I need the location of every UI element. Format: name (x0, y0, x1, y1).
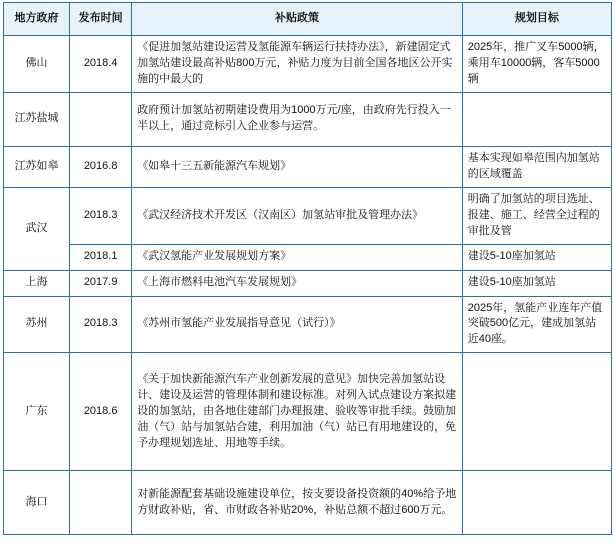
cell-release-date: 2018.3 (70, 187, 132, 244)
cell-planning-goal: 2025年，氢能产业连年产值突破500亿元，建成加氢站近40座。 (462, 296, 611, 353)
table-row (4, 92, 612, 146)
cell-planning-goal: 建设5-10座加氢站 (462, 244, 611, 270)
cell-planning-goal: 2025年，推广叉车5000辆，乘用车10000辆，客车5000辆 (462, 36, 611, 93)
cell-planning-goal: 建设5-10座加氢站 (462, 270, 611, 296)
cell-government: 武汉 (4, 187, 70, 270)
cell-release-date: 2018.1 (70, 244, 132, 270)
cell-government: 佛山 (4, 36, 70, 93)
cell-release-date: 2018.4 (70, 36, 132, 93)
column-header-government: 地方政府 (4, 3, 70, 36)
cell-planning-goal: 基本实现如皋范围内加氢站的区域覆盖 (462, 146, 611, 187)
cell-planning-goal (462, 353, 611, 471)
cell-subsidy-policy: 《武汉氢能产业发展规划方案》 (132, 244, 463, 270)
cell-government: 海口 (4, 471, 70, 535)
cell-government: 广东 (4, 353, 70, 471)
cell-government: 上海 (4, 270, 70, 296)
cell-subsidy-policy: 对新能源配套基础设施建设单位，按支要设备投资额的40%给予地方财政补贴，省、市财政各补贴20%，补贴总额不超过600万元。 (132, 471, 463, 535)
table-row (4, 146, 612, 187)
cell-subsidy-policy: 《如皋十三五新能源汽车规划》 (132, 146, 463, 187)
table-body (4, 36, 612, 535)
cell-subsidy-policy: 政府预计加氢站初期建设费用为1000万元/座，由政府先行投入一半以上，通过竞标引入企业参与运营。 (132, 92, 463, 146)
table-row (4, 244, 612, 270)
column-header-subsidy-policy: 补贴政策 (132, 3, 463, 36)
table-header-row (4, 3, 612, 36)
cell-release-date (70, 92, 132, 146)
cell-subsidy-policy: 《上海市燃料电池汽车发展规划》 (132, 270, 463, 296)
table-row (4, 296, 612, 353)
cell-release-date: 2017.9 (70, 270, 132, 296)
table-row (4, 353, 612, 471)
cell-planning-goal (462, 471, 611, 535)
table-row (4, 270, 612, 296)
cell-planning-goal: 明确了加氢站的项目选址、报建、施工、经营全过程的审批及管 (462, 187, 611, 244)
table-header (4, 3, 612, 36)
column-header-planning-goal: 规划目标 (462, 3, 611, 36)
cell-subsidy-policy: 《苏州市氢能产业发展指导意见（试行）》 (132, 296, 463, 353)
column-header-release-date: 发布时间 (70, 3, 132, 36)
policy-table (3, 2, 612, 535)
table-row (4, 187, 612, 244)
cell-government: 江苏盐城 (4, 92, 70, 146)
cell-release-date: 2018.3 (70, 296, 132, 353)
cell-planning-goal (462, 92, 611, 146)
table-row (4, 36, 612, 93)
cell-subsidy-policy: 《武汉经济技术开发区（汉南区）加氢站审批及管理办法》 (132, 187, 463, 244)
cell-government: 江苏如皋 (4, 146, 70, 187)
cell-subsidy-policy: 《促进加氢站建设运营及氢能源车辆运行扶持办法》，新建固定式加氢站建设最高补贴800万元，补贴力度为目前全国各地区公开实施的中最大的 (132, 36, 463, 93)
cell-government: 苏州 (4, 296, 70, 353)
cell-release-date: 2018.6 (70, 353, 132, 471)
cell-release-date: 2016.8 (70, 146, 132, 187)
cell-subsidy-policy: 《关于加快新能源汽车产业创新发展的意见》加快完善加氢站设计、建设及运营的管理体制和建设标准。对列入试点建设方案拟建设的加氢站，由各地住建部门办理报建、验收等审批手续。鼓励加油（气）站与加氢站合建，利用加油（气）站已有用地建设的，免予办理规划选址、用地等手续。 (132, 353, 463, 471)
cell-release-date (70, 471, 132, 535)
table-row (4, 471, 612, 535)
